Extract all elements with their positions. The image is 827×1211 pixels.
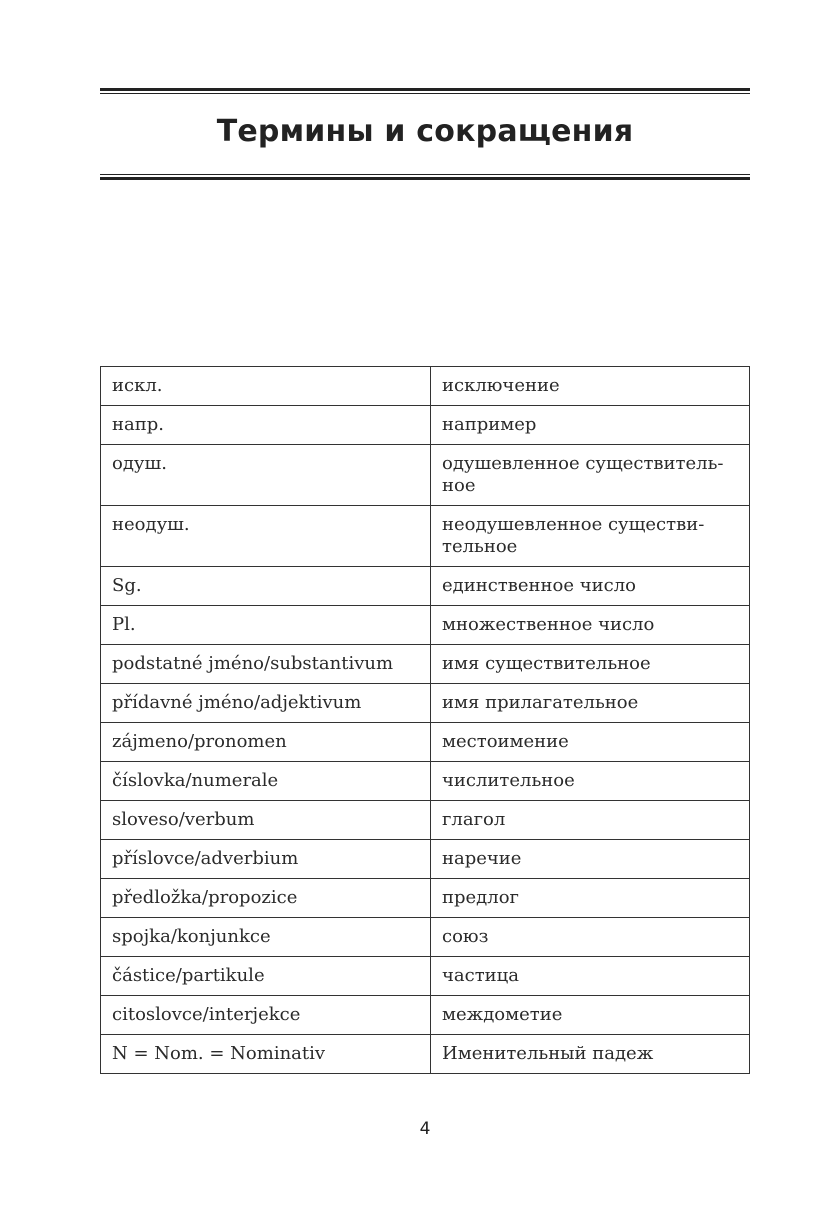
definition-cell: частица [431,957,750,996]
table-row [101,762,750,801]
table-row [101,367,750,406]
page-number: 4 [419,1119,431,1139]
definition-cell: предлог [431,879,750,918]
term-cell: předložka/propozice [101,879,431,918]
term-cell: N = Nom. = Nominativ [101,1035,431,1074]
term-cell: číslovka/numerale [101,762,431,801]
definition-cell [431,506,750,567]
term-cell: Sg. [101,567,431,606]
table-row [101,996,750,1035]
definition-cell: числительное [431,762,750,801]
table-row [101,406,750,445]
definition-cell: союз [431,918,750,957]
table-row [101,445,750,506]
term-cell: Pl. [101,606,431,645]
term-cell: částice/partikule [101,957,431,996]
term-cell: одуш. [101,445,431,506]
page-title: Термины и сокращения [216,114,634,149]
definition-cell: глагол [431,801,750,840]
definition-cell: Именительный падеж [431,1035,750,1074]
definition-cell: местоимение [431,723,750,762]
definition-cell: множественное число [431,606,750,645]
table-row [101,957,750,996]
table-row [101,606,750,645]
term-cell: искл. [101,367,431,406]
term-cell: zájmeno/pronomen [101,723,431,762]
definition-cell [431,445,750,506]
definition-cell: единственное число [431,567,750,606]
terms-table [100,366,750,1074]
table-row [101,567,750,606]
term-cell: неодуш. [101,506,431,567]
definition-line: неодушевленное существи- [442,514,705,535]
table-row [101,840,750,879]
header-bottom-rule [100,174,750,180]
definition-line-cont: ное [442,475,476,496]
term-cell: přídavné jméno/adjektivum [101,684,431,723]
definition-cell: имя существительное [431,645,750,684]
definition-cell: например [431,406,750,445]
table-row [101,918,750,957]
header-top-rule [100,88,750,94]
table-row [101,506,750,567]
table-row [101,684,750,723]
term-cell: spojka/konjunkce [101,918,431,957]
definition-line-cont: тельное [442,536,518,557]
table-row [101,645,750,684]
definition-cell: имя прилагательное [431,684,750,723]
term-cell: sloveso/verbum [101,801,431,840]
definition-cell: наречие [431,840,750,879]
table-row [101,1035,750,1074]
table-row [101,723,750,762]
definition-line: одушевленное существитель- [442,453,724,474]
definition-cell: междометие [431,996,750,1035]
table-row [101,801,750,840]
term-cell: citoslovce/interjekce [101,996,431,1035]
term-cell: напр. [101,406,431,445]
table-row [101,879,750,918]
term-cell: podstatné jméno/substantivum [101,645,431,684]
term-cell: příslovce/adverbium [101,840,431,879]
definition-cell: исключение [431,367,750,406]
